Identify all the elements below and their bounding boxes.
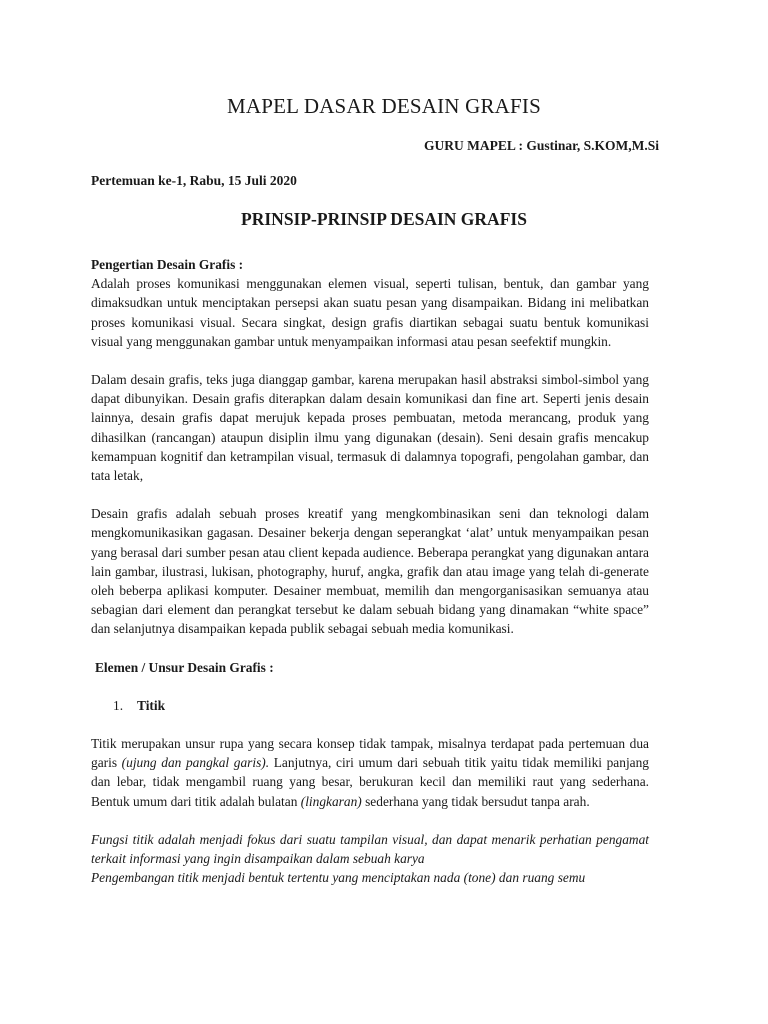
titik-paragraph — [91, 734, 649, 811]
list-item-label: Titik — [137, 697, 166, 713]
titik-text-b: Lanjutnya, ciri umum dari sebuah titik yaitu tidak memiliki panjang dan lebar, tidak mengambil ruang yang besar, berukuran kecil dan memiliki raut yang sederhana. Bentuk umum dari titik adalah bulatan — [91, 755, 650, 809]
titik-text-a: Titik merupakan unsur rupa yang secara konsep tidak tampak, misalnya terdapat pada pertemuan dua garis — [91, 736, 649, 771]
spacer — [91, 351, 649, 370]
spacer — [91, 677, 649, 696]
pengertian-paragraph-2: Dalam desain grafis, teks juga dianggap gambar, karena merupakan hasil abstraksi simbol-simbol yang dapat dibunyikan. Desain grafis diterapkan dalam desain komunikasi dan fine art. Seperti jenis desain lainnya, desain grafis dapat merujuk kepada proses pembuatan, metoda merancang, produk yang dihasilkan (rancangan) ataupun disiplin ilmu yang digunakan (desain). Seni desain grafis mencakup kemampuan kognitif dan ketrampilan visual, termasuk di dalamnya topografi, pengolahan gambar, dan tata letak, — [91, 372, 649, 484]
pengertian-heading: Pengertian Desain Grafis : — [91, 257, 244, 272]
spacer — [91, 811, 649, 830]
document-title: MAPEL DASAR DESAIN GRAFIS — [226, 94, 541, 118]
teacher-info: GURU MAPEL : Gustinar, S.KOM,M.Si — [424, 138, 660, 153]
titik-text-em2: (lingkaran) — [300, 793, 362, 809]
spacer — [91, 485, 649, 504]
titik-text-c: sederhana yang tidak bersudut tanpa arah. — [361, 793, 590, 809]
document-body — [91, 255, 649, 887]
spacer — [91, 715, 649, 734]
pengembangan-line: Pengembangan titik menjadi bentuk tertentu yang menciptakan nada (tone) dan ruang semu — [91, 870, 586, 886]
fungsi-paragraph: Fungsi titik adalah menjadi fokus dari suatu tampilan visual, dan dapat menarik perhatian pengamat terkait informasi yang ingin disampaikan dalam sebuah karya — [91, 831, 649, 867]
elemen-heading: Elemen / Unsur Desain Grafis : — [95, 659, 274, 675]
spacer — [91, 639, 649, 658]
pengertian-paragraph-1: Adalah proses komunikasi menggunakan elemen visual, seperti tulisan, bentuk, dan gambar yang dimaksudkan untuk menciptakan persepsi akan suatu pesan yang disampaikan. Bidang ini melibatkan proses komunikasi visual. Secara singkat, design grafis diartikan sebagai suatu bentuk komunikasi visual yang menggunakan gambar untuk menyampaikan informasi atau pesan seefektif mungkin. — [91, 276, 649, 349]
list-item-titik — [91, 696, 649, 715]
list-number: 1. — [113, 697, 124, 713]
titik-text-em1: (ujung dan pangkal garis). — [121, 755, 270, 771]
section-title: PRINSIP-PRINSIP DESAIN GRAFIS — [241, 209, 527, 229]
pengertian-paragraph-3: Desain grafis adalah sebuah proses kreatif yang mengkombinasikan seni dan teknologi dalam mengkomunikasikan gagasan. Desainer bekerja dengan seperangkat ‘alat’ untuk menyampaikan pesan yang berasal dari sumber pesan atau client kepada audience. Beberapa perangkat yang digunakan antara lain gambar, ilustrasi, lukisan, photography, huruf, angka, grafik dan atau image yang telah di-generate oleh beberpa aplikasi komputer. Desainer membuat, memilih dan mengorganisasikan semuanya atau sebagian dari element dan perangkat tersebut ke dalam sebuah bidang yang dinamakan “white space” dan selanjutnya disampaikan kepada publik sebagai sebuah media komunikasi. — [91, 506, 649, 637]
meeting-info: Pertemuan ke-1, Rabu, 15 Juli 2020 — [91, 173, 297, 188]
